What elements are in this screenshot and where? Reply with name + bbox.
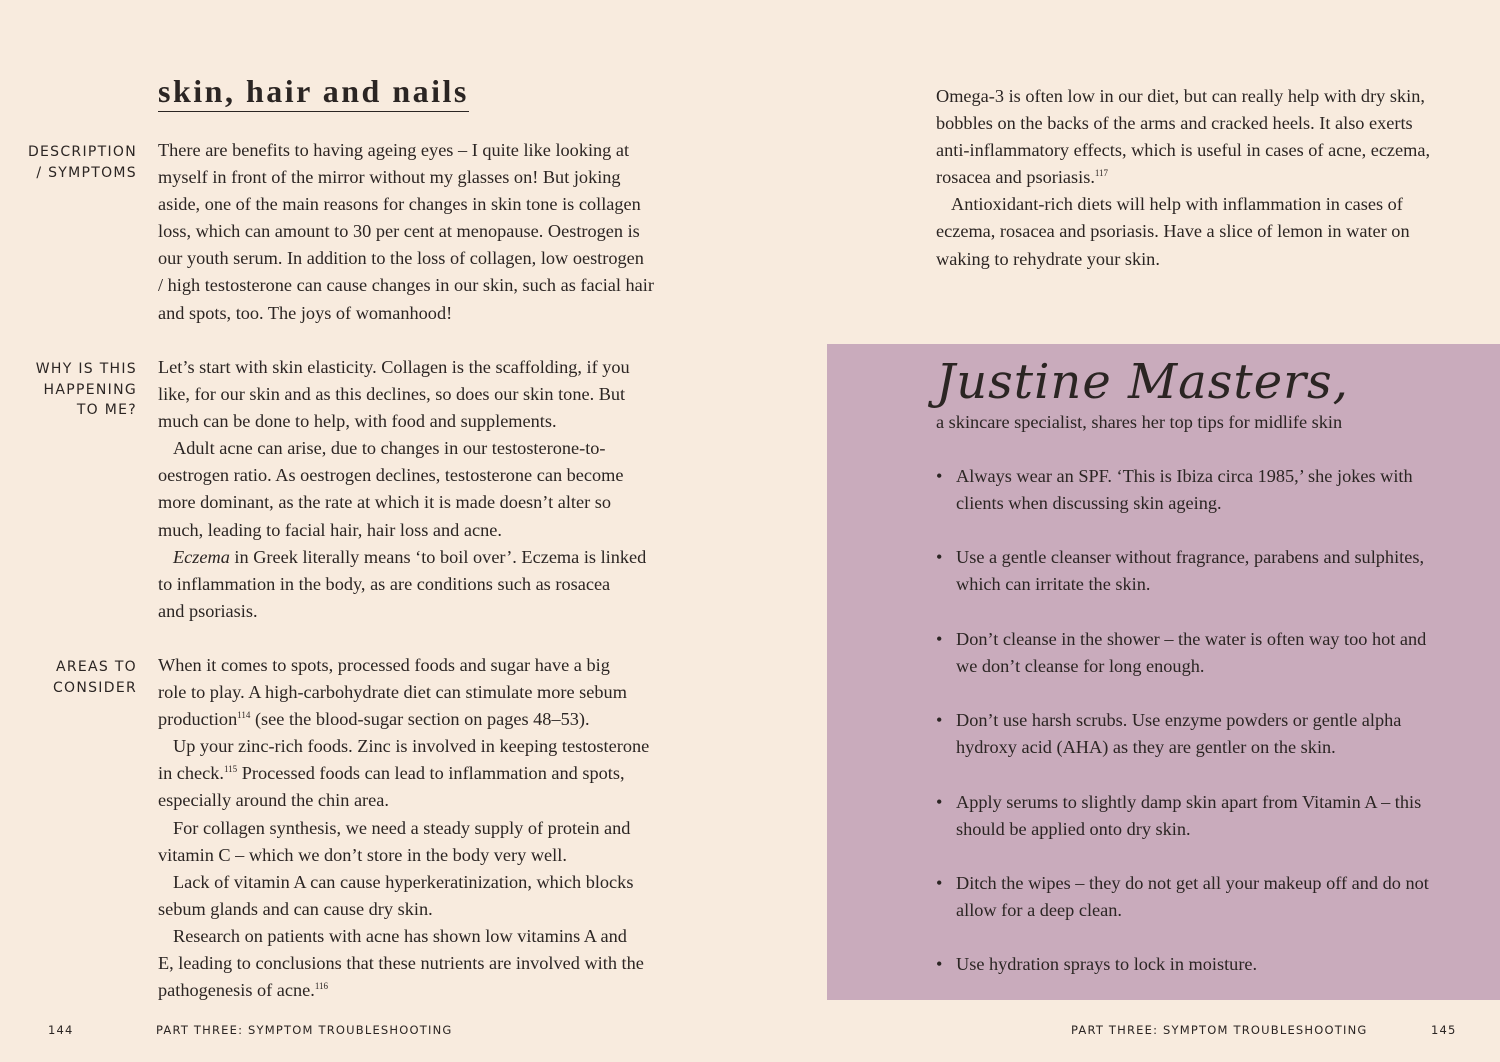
tip-line: Don’t use harsh scrubs. Use enzyme powders or gentle alpha — [956, 710, 1402, 731]
footer-part: PART THREE: — [156, 1023, 244, 1037]
text-line: eczema, rosacea and psoriasis. Have a slice of lemon in water on — [936, 221, 1410, 242]
text-line: especially around the chin area. — [158, 790, 389, 811]
footnote-ref: 114 — [237, 710, 251, 721]
text-line: Let’s start with skin elasticity. Collagen is the scaffolding, if you — [158, 357, 630, 377]
text-line: oestrogen ratio. As oestrogen declines, testosterone can become — [158, 465, 624, 486]
text-line: myself in front of the mirror without my glasses on! But joking — [158, 167, 621, 188]
bullet-icon: • — [936, 954, 943, 975]
text-line: and spots, too. The joys of womanhood! — [158, 302, 453, 323]
footnote-ref: 116 — [314, 981, 329, 992]
tip-line: clients when discussing skin ageing. — [956, 493, 1222, 514]
text-line: Eczema in Greek literally means ‘to boil over’. Eczema is linked — [173, 546, 647, 567]
tip-item — [936, 707, 1456, 788]
text-line: aside, one of the main reasons for changes in skin tone is collagen — [158, 194, 641, 215]
text-line: Research on patients with acne has shown low vitamins A and — [173, 925, 627, 946]
bullet-icon: • — [936, 628, 943, 649]
tip-line: should be applied onto dry skin. — [956, 818, 1191, 839]
signature-name: Justine Masters, — [936, 354, 1349, 410]
tip-item — [936, 951, 1456, 1032]
section-label-line: DESCRIPTION — [27, 144, 137, 160]
text-line: Adult acne can arise, due to changes in our testosterone-to- — [173, 438, 606, 459]
bullet-icon: • — [936, 791, 943, 812]
text-line: pathogenesis of acne.$^{116}$ — [158, 980, 329, 1001]
text-line: like, for our skin and as this declines, so does our skin tone. But — [158, 384, 626, 405]
tip-line: allow for a deep clean. — [956, 900, 1122, 921]
footer-section: SYMPTOM TROUBLESHOOTING — [248, 1023, 453, 1037]
tip-item — [936, 626, 1456, 707]
tip-line: Don’t cleanse in the shower – the water is often way too hot and — [956, 628, 1427, 649]
text-line: our youth serum. In addition to the loss of collagen, low oestrogen — [158, 248, 644, 269]
text-line: When it comes to spots, processed foods and sugar have a big — [158, 655, 610, 675]
text-line: Lack of vitamin A can cause hyperkeratinization, which blocks — [173, 871, 634, 892]
tip-item — [936, 463, 1456, 544]
text-line: For collagen synthesis, we need a steady supply of protein and — [173, 817, 631, 838]
text-line: Up your zinc-rich foods. Zinc is involved in keeping testosterone — [173, 736, 650, 757]
footer-section: SYMPTOM TROUBLESHOOTING — [1163, 1023, 1368, 1037]
footer-part: PART THREE: — [1071, 1023, 1159, 1037]
page-number-right: 145 — [1431, 1023, 1457, 1037]
bullet-icon: • — [936, 466, 943, 486]
text-line: anti-inflammatory effects, which is useful in cases of acne, eczema, — [936, 140, 1431, 161]
text-line: more dominant, as the rate at which it is made doesn’t alter so — [158, 492, 612, 513]
page-number-left: 144 — [48, 1023, 74, 1037]
text-line: There are benefits to having ageing eyes – I quite like looking at — [158, 140, 630, 160]
text-line: in check.$^{115}$ Processed foods can lead to inflammation and spots, — [158, 763, 625, 784]
text-line: and psoriasis. — [158, 600, 258, 621]
section-label-line: TO ME? — [76, 402, 137, 418]
bullet-icon: • — [936, 547, 943, 568]
running-footer-right — [1071, 1023, 1368, 1037]
text-line: much, leading to facial hair, hair loss and acne. — [158, 519, 502, 540]
section-label-line: / SYMPTOMS — [36, 164, 137, 181]
tip-item — [936, 789, 1456, 870]
text-line: vitamin C – which we don’t store in the body very well. — [158, 844, 567, 865]
text-line: E, leading to conclusions that these nutrients are involved with the — [158, 953, 644, 974]
section-label-why — [7, 359, 137, 421]
text-line: much can be done to help, with food and supplements. — [158, 411, 557, 432]
tip-line: Ditch the wipes – they do not get all your makeup off and do not — [956, 872, 1429, 893]
section-label-line: AREAS TO — [55, 659, 137, 675]
text-line: / high testosterone can cause changes in our skin, such as facial hair — [158, 275, 654, 296]
footnote-ref: 117 — [1094, 168, 1109, 179]
section-body-description — [158, 137, 654, 327]
tip-item — [936, 544, 1456, 625]
tip-line: Always wear an SPF. ‘This is Ibiza circa 1985,’ she jokes with — [956, 466, 1413, 486]
tip-line: Use a gentle cleanser without fragrance, parabens and sulphites, — [956, 547, 1425, 568]
text-line: production$^{114}$ (see the blood-sugar section on pages 48–53). — [158, 709, 590, 730]
tips-list — [936, 463, 1456, 1033]
tip-line: Apply serums to slightly damp skin apart from Vitamin A – this — [956, 791, 1422, 812]
italic-term: Eczema — [173, 546, 230, 567]
section-label-areas — [7, 657, 137, 698]
tip-line: which can irritate the skin. — [956, 574, 1151, 595]
section-body-why — [158, 354, 646, 625]
text-line: role to play. A high-carbohydrate diet can stimulate more sebum — [158, 682, 627, 703]
text-line: loss, which can amount to 30 per cent at menopause. Oestrogen is — [158, 221, 640, 242]
tip-line: Use hydration sprays to lock in moisture. — [956, 954, 1258, 975]
text-line: bobbles on the backs of the arms and cracked heels. It also exerts — [936, 113, 1413, 134]
section-body-areas — [158, 652, 649, 1004]
tip-line: hydroxy acid (AHA) as they are gentler on the skin. — [956, 737, 1336, 758]
text-line: rosacea and psoriasis.$^{117}$ — [936, 167, 1109, 188]
section-label-line: WHY IS THIS — [35, 361, 137, 377]
section-label-description — [7, 142, 137, 183]
bullet-icon: • — [936, 872, 943, 893]
bullet-icon: • — [936, 710, 943, 731]
text-line: Antioxidant-rich diets will help with inflammation in cases of — [951, 194, 1403, 215]
right-intro-text — [936, 83, 1430, 273]
text-line: Omega-3 is often low in our diet, but can really help with dry skin, — [936, 86, 1425, 106]
text-line: waking to rehydrate your skin. — [936, 248, 1160, 269]
section-label-line: CONSIDER — [52, 679, 137, 696]
footnote-ref: 115 — [223, 764, 238, 775]
tips-subtitle: a skincare specialist, shares her top tips for midlife skin — [936, 412, 1343, 432]
tip-line: we don’t cleanse for long enough. — [956, 655, 1205, 676]
text-line: to inflammation in the body, as are conditions such as rosacea — [158, 573, 611, 594]
page-title: skin, hair and nails — [158, 72, 469, 112]
running-footer-left — [156, 1023, 453, 1037]
tip-item — [936, 870, 1456, 951]
text-line: sebum glands and can cause dry skin. — [158, 898, 433, 919]
section-label-line: HAPPENING — [43, 381, 137, 398]
